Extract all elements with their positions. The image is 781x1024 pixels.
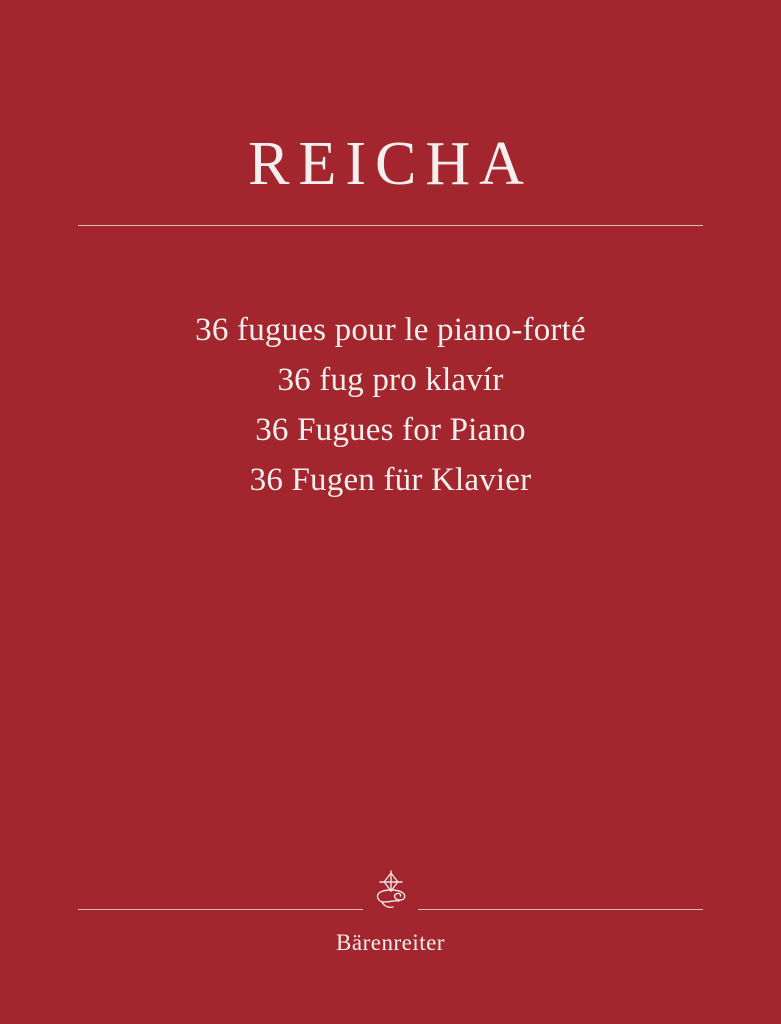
- divider-bottom-right: [418, 909, 703, 910]
- title-block: [0, 305, 781, 505]
- divider-top: [78, 225, 703, 226]
- title-line-english: 36 Fugues for Piano: [255, 412, 526, 448]
- divider-bottom-left: [78, 909, 363, 910]
- title-line-german: 36 Fugen für Klavier: [249, 462, 532, 498]
- title-line-czech: 36 fug pro klavír: [277, 362, 504, 398]
- baerenreiter-star-icon: [363, 868, 418, 926]
- publisher-name: Bärenreiter: [336, 930, 445, 955]
- title-line-french: 36 fugues pour le piano-forté: [195, 312, 586, 348]
- composer-name: REICHA: [248, 130, 533, 198]
